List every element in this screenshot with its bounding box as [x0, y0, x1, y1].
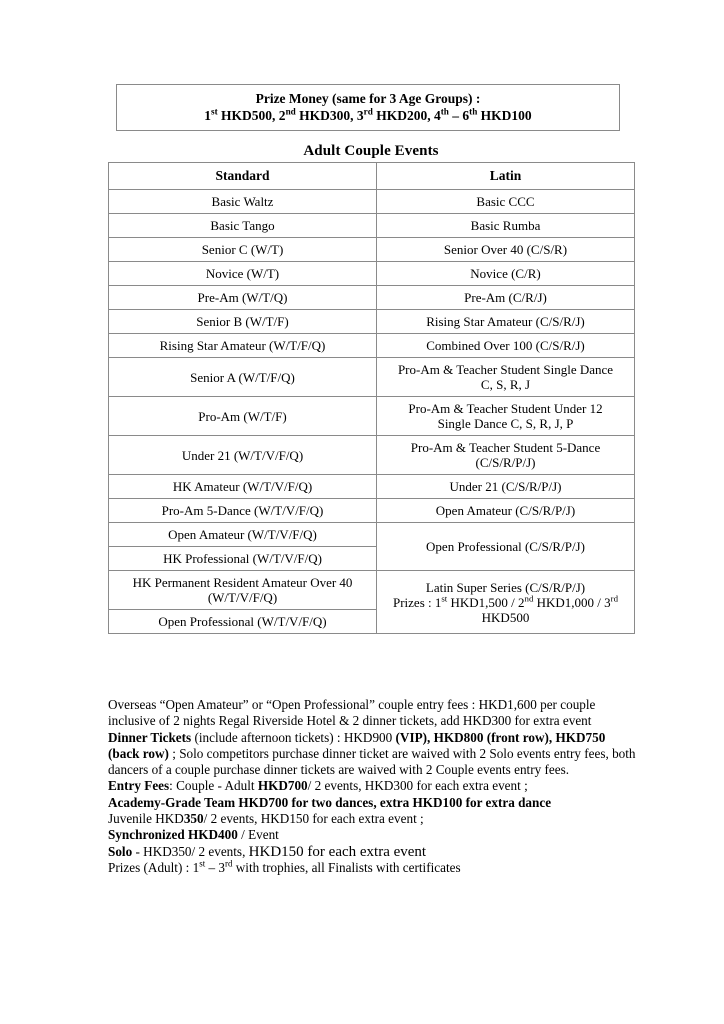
table-row — [109, 358, 635, 397]
table-row — [109, 214, 635, 238]
juvenile-prefix: Juvenile HKD — [108, 811, 184, 827]
cell-latin-super-series — [377, 571, 635, 634]
synchronized-rest: / Event — [237, 827, 279, 843]
cell-latin: Senior Over 40 (C/S/R) — [377, 238, 635, 262]
entry-fees-label: Entry Fees — [108, 778, 170, 794]
solo-extra-amount: HKD150 — [248, 843, 304, 860]
cell-latin: Combined Over 100 (C/S/R/J) — [377, 334, 635, 358]
table-row — [109, 310, 635, 334]
table-row — [109, 571, 635, 610]
juvenile-amount: 350 — [183, 811, 204, 827]
super-prize-2nd-amount: HKD1,000 / 3 — [533, 594, 611, 610]
cell-standard: HK Permanent Resident Amateur Over 40 (W/T/V/F/Q) — [109, 571, 377, 610]
table-row — [109, 397, 635, 436]
prizes-adult-mid: – 3 — [205, 859, 225, 875]
cell-latin: Pro-Am & Teacher Student Under 12 Single Dance C, S, R, J, P — [377, 397, 635, 436]
table-row — [109, 334, 635, 358]
cell-standard: Basic Waltz — [109, 190, 377, 214]
prize-3rd-amount: HKD200, 4 — [372, 108, 441, 123]
juvenile-rest: / 2 events, HKD150 for each extra event ; — [203, 811, 424, 827]
prize-6th-amount: HKD100 — [477, 108, 532, 123]
prizes-adult-3rd-suffix: rd — [224, 858, 233, 869]
super-prize-1st-suffix: st — [441, 593, 448, 604]
latin-super-series-prizes — [393, 595, 618, 625]
prize-money-amounts — [121, 107, 615, 124]
note-dinner-tickets — [108, 730, 638, 779]
solo-mid: - HKD350/ 2 events, — [132, 843, 249, 859]
prize-4th-suffix: th — [440, 106, 449, 117]
cell-latin-open-professional: Open Professional (C/S/R/P/J) — [377, 523, 635, 571]
prizes-adult-1st-suffix: st — [199, 858, 206, 869]
cell-standard: Pro-Am 5-Dance (W/T/V/F/Q) — [109, 499, 377, 523]
table-row — [109, 436, 635, 475]
prizes-adult-rest: with trophies, all Finalists with certificates — [232, 859, 461, 875]
cell-latin: Basic Rumba — [377, 214, 635, 238]
dinner-tickets-rest: ; Solo competitors purchase dinner ticket are waived with 2 Solo events entry fees, both dancers of a couple purchase dinner tickets are waived with 2 Couple events entry fees. — [108, 745, 636, 778]
note-juvenile — [108, 811, 638, 827]
prizes-adult-prefix: Prizes (Adult) : 1 — [108, 859, 200, 875]
cell-latin: Pro-Am & Teacher Student 5-Dance (C/S/R/P/J) — [377, 436, 635, 475]
cell-standard: HK Professional (W/T/V/F/Q) — [109, 547, 377, 571]
cell-standard: Pro-Am (W/T/F) — [109, 397, 377, 436]
super-prize-3rd-suffix: rd — [610, 593, 619, 604]
prize-1st-rank: 1 — [204, 108, 212, 123]
prize-money-box — [116, 84, 620, 131]
footer-notes — [108, 697, 638, 876]
latin-super-series-title: Latin Super Series (C/S/R/P/J) — [425, 579, 586, 595]
academy-team-text: Academy-Grade Team HKD700 for two dances, extra HKD100 for extra dance — [108, 794, 552, 810]
table-row — [109, 499, 635, 523]
entry-fees-amount: HKD700 — [257, 778, 308, 794]
table-row — [109, 286, 635, 310]
super-prize-3rd-amount: HKD500 — [481, 609, 530, 625]
super-prizes-prefix: Prizes : 1 — [392, 594, 442, 610]
cell-latin: Basic CCC — [377, 190, 635, 214]
prize-1st-suffix: st — [211, 106, 218, 117]
cell-latin: Rising Star Amateur (C/S/R/J) — [377, 310, 635, 334]
table-row — [109, 190, 635, 214]
cell-latin: Under 21 (C/S/R/P/J) — [377, 475, 635, 499]
cell-latin: Pro-Am & Teacher Student Single Dance C, S, R, J — [377, 358, 635, 397]
cell-standard: Senior B (W/T/F) — [109, 310, 377, 334]
super-prize-2nd-suffix: nd — [524, 593, 534, 604]
dinner-tickets-label: Dinner Tickets — [108, 729, 192, 745]
table-row — [109, 238, 635, 262]
cell-standard: Novice (W/T) — [109, 262, 377, 286]
cell-standard: Pre-Am (W/T/Q) — [109, 286, 377, 310]
note-academy-team — [108, 795, 638, 811]
dinner-tickets-mid: (include afternoon tickets) : HKD900 — [191, 729, 393, 745]
cell-standard: Open Amateur (W/T/V/F/Q) — [109, 523, 377, 547]
prize-money-title: Prize Money (same for 3 Age Groups) : — [255, 91, 481, 106]
super-prize-1st-amount: HKD1,500 / 2 — [447, 594, 525, 610]
synchronized-label: Synchronized HKD400 — [108, 827, 238, 843]
note-solo — [108, 844, 638, 860]
dinner-tickets-prices: (VIP), HKD800 (front row), HKD750 (back row) — [108, 729, 606, 761]
cell-latin: Open Amateur (C/S/R/P/J) — [377, 499, 635, 523]
table-row — [109, 475, 635, 499]
column-header-standard: Standard — [109, 163, 377, 190]
table-row — [109, 262, 635, 286]
cell-standard: Basic Tango — [109, 214, 377, 238]
solo-rest: for each extra event — [303, 843, 427, 860]
adult-couple-events-table — [108, 162, 635, 634]
prize-2nd-suffix: nd — [285, 106, 296, 117]
prize-6th-suffix: th — [469, 106, 478, 117]
cell-standard: Under 21 (W/T/V/F/Q) — [109, 436, 377, 475]
cell-standard: Senior C (W/T) — [109, 238, 377, 262]
cell-standard: Senior A (W/T/F/Q) — [109, 358, 377, 397]
entry-fees-mid: : Couple - Adult — [169, 778, 258, 794]
entry-fees-rest: / 2 events, HKD300 for each extra event ; — [307, 778, 528, 794]
table-row — [109, 523, 635, 547]
cell-latin: Novice (C/R) — [377, 262, 635, 286]
cell-standard: HK Amateur (W/T/V/F/Q) — [109, 475, 377, 499]
page-title: Adult Couple Events — [303, 143, 439, 159]
prize-1st-amount: HKD500, 2 — [217, 108, 286, 123]
note-prizes-adult — [108, 860, 638, 876]
column-header-latin: Latin — [377, 163, 635, 190]
prize-2nd-amount: HKD300, 3 — [295, 108, 364, 123]
cell-standard: Rising Star Amateur (W/T/F/Q) — [109, 334, 377, 358]
solo-label: Solo — [108, 843, 133, 859]
prize-range-dash: – 6 — [448, 108, 470, 123]
table-body — [109, 190, 635, 634]
note-overseas: Overseas “Open Amateur” or “Open Professional” couple entry fees : HKD1,600 per couple inclusive of 2 nights Regal Riverside Hotel & 2 dinner tickets, add HKD300 for extra event — [108, 697, 596, 729]
prize-3rd-suffix: rd — [363, 106, 373, 117]
note-synchronized — [108, 827, 638, 843]
table-header-row — [109, 163, 635, 190]
note-entry-fees — [108, 778, 638, 794]
cell-standard: Open Professional (W/T/V/F/Q) — [109, 610, 377, 634]
cell-latin: Pre-Am (C/R/J) — [377, 286, 635, 310]
